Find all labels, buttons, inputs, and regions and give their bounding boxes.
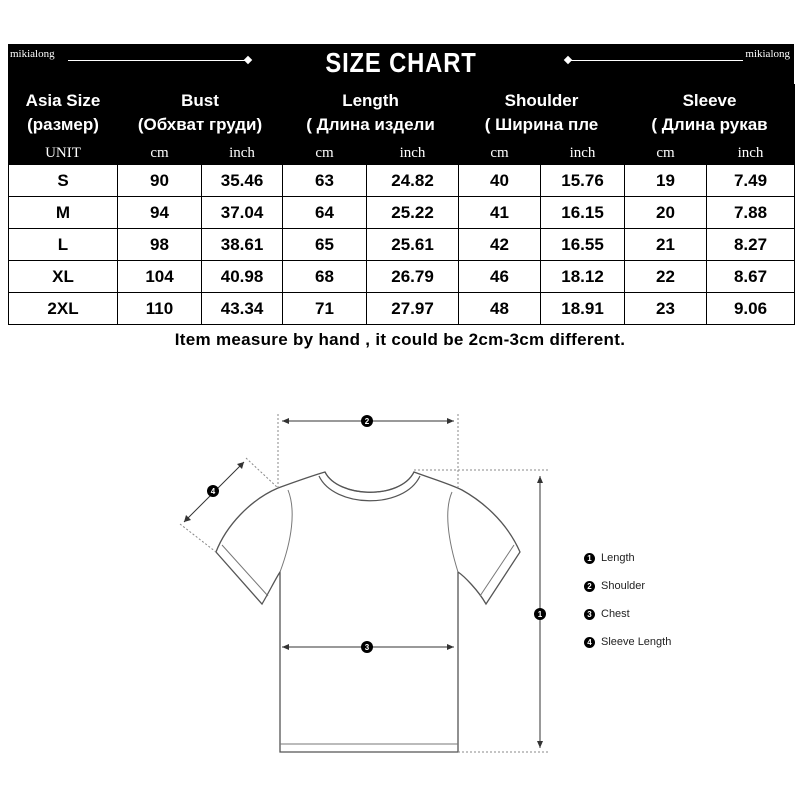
column-header-subtitle: ( Длина рукав <box>651 115 768 134</box>
page-title: SIZE CHART <box>325 47 477 78</box>
table-cell: 7.49 <box>707 165 795 197</box>
marker-4-label: 4 <box>210 487 216 496</box>
table-cell: 8.27 <box>707 229 795 261</box>
table-cell: 16.55 <box>541 229 625 261</box>
legend-item-chest <box>584 600 671 628</box>
brand-watermark-left: mikialong <box>10 48 55 60</box>
table-cell: 104 <box>118 261 202 293</box>
table-cell: 23 <box>625 293 707 325</box>
unit-cell: inch <box>367 142 459 165</box>
size-label-cell: L <box>9 229 118 261</box>
unit-cell: inch <box>707 142 795 165</box>
unit-cell: UNIT <box>9 142 118 165</box>
table-cell: 26.79 <box>367 261 459 293</box>
size-label-cell: 2XL <box>9 293 118 325</box>
column-header-subtitle: ( Длина издели <box>306 115 435 134</box>
size-label-cell: XL <box>9 261 118 293</box>
table-cell: 46 <box>459 261 541 293</box>
table-cell: 90 <box>118 165 202 197</box>
column-header-title: Length <box>342 91 399 110</box>
table-row <box>9 197 795 229</box>
size-label-cell: S <box>9 165 118 197</box>
table-cell: 27.97 <box>367 293 459 325</box>
size-chart-title-bar <box>8 44 794 84</box>
table-cell: 19 <box>625 165 707 197</box>
table-row <box>9 165 795 197</box>
table-cell: 22 <box>625 261 707 293</box>
table-cell: 41 <box>459 197 541 229</box>
table-cell: 94 <box>118 197 202 229</box>
unit-cell: cm <box>459 142 541 165</box>
table-cell: 18.12 <box>541 261 625 293</box>
table-cell: 15.76 <box>541 165 625 197</box>
table-cell: 8.67 <box>707 261 795 293</box>
tshirt-outline <box>216 472 520 752</box>
measurement-note: Item measure by hand , it could be 2cm-3cm different. <box>174 330 626 349</box>
table-cell: 40 <box>459 165 541 197</box>
column-header-asia-size <box>9 85 118 142</box>
table-cell: 20 <box>625 197 707 229</box>
legend-item-shoulder <box>584 572 671 600</box>
table-cell: 24.82 <box>367 165 459 197</box>
marker-3-label: 3 <box>364 643 370 652</box>
column-header-shoulder <box>459 85 625 142</box>
table-cell: 18.91 <box>541 293 625 325</box>
title-rule-right <box>568 60 743 61</box>
tshirt-measurement-diagram <box>0 370 800 790</box>
measurement-legend <box>584 544 671 656</box>
table-cell: 37.04 <box>202 197 283 229</box>
column-header-subtitle: (Обхват груди) <box>137 115 263 134</box>
marker-1 <box>534 608 546 620</box>
table-cell: 64 <box>283 197 367 229</box>
unit-cell: inch <box>541 142 625 165</box>
table-cell: 9.06 <box>707 293 795 325</box>
size-table <box>8 84 795 325</box>
marker-3 <box>361 641 373 653</box>
legend-number-badge: 2 <box>584 581 595 592</box>
table-row <box>9 229 795 261</box>
table-header-row <box>9 85 795 142</box>
table-row <box>9 293 795 325</box>
legend-label: Sleeve Length <box>601 636 672 648</box>
legend-label: Chest <box>601 608 630 620</box>
column-header-title: Asia Size <box>25 91 101 110</box>
column-header-subtitle: (размер) <box>27 115 99 134</box>
table-cell: 38.61 <box>202 229 283 261</box>
legend-label: Shoulder <box>601 580 646 592</box>
table-row <box>9 261 795 293</box>
legend-number-badge: 3 <box>584 609 595 620</box>
legend-item-sleeve-length <box>584 628 671 656</box>
legend-label: Length <box>601 552 635 564</box>
table-cell: 71 <box>283 293 367 325</box>
legend-number-badge: 1 <box>584 553 595 564</box>
table-cell: 68 <box>283 261 367 293</box>
column-header-title: Shoulder <box>504 91 579 110</box>
marker-2 <box>361 415 373 427</box>
column-header-title: Bust <box>181 91 219 110</box>
column-header-sleeve <box>625 85 795 142</box>
table-cell: 98 <box>118 229 202 261</box>
unit-cell: inch <box>202 142 283 165</box>
table-cell: 16.15 <box>541 197 625 229</box>
unit-cell: cm <box>283 142 367 165</box>
unit-cell: cm <box>118 142 202 165</box>
brand-watermark-right: mikialong <box>745 48 790 60</box>
unit-cell: cm <box>625 142 707 165</box>
table-cell: 43.34 <box>202 293 283 325</box>
table-cell: 21 <box>625 229 707 261</box>
size-label-cell: M <box>9 197 118 229</box>
unit-row <box>9 142 795 165</box>
legend-number-badge: 4 <box>584 637 595 648</box>
table-cell: 42 <box>459 229 541 261</box>
table-cell: 65 <box>283 229 367 261</box>
table-cell: 48 <box>459 293 541 325</box>
marker-1-label: 1 <box>537 610 543 619</box>
column-header-length <box>283 85 459 142</box>
table-cell: 35.46 <box>202 165 283 197</box>
marker-4 <box>207 485 219 497</box>
marker-2-label: 2 <box>364 417 370 426</box>
table-cell: 40.98 <box>202 261 283 293</box>
table-cell: 25.61 <box>367 229 459 261</box>
table-cell: 25.22 <box>367 197 459 229</box>
legend-item-length <box>584 544 671 572</box>
column-header-title: Sleeve <box>682 91 737 110</box>
table-cell: 110 <box>118 293 202 325</box>
column-header-bust <box>118 85 283 142</box>
column-header-subtitle: ( Ширина пле <box>484 115 599 134</box>
table-cell: 63 <box>283 165 367 197</box>
table-cell: 7.88 <box>707 197 795 229</box>
